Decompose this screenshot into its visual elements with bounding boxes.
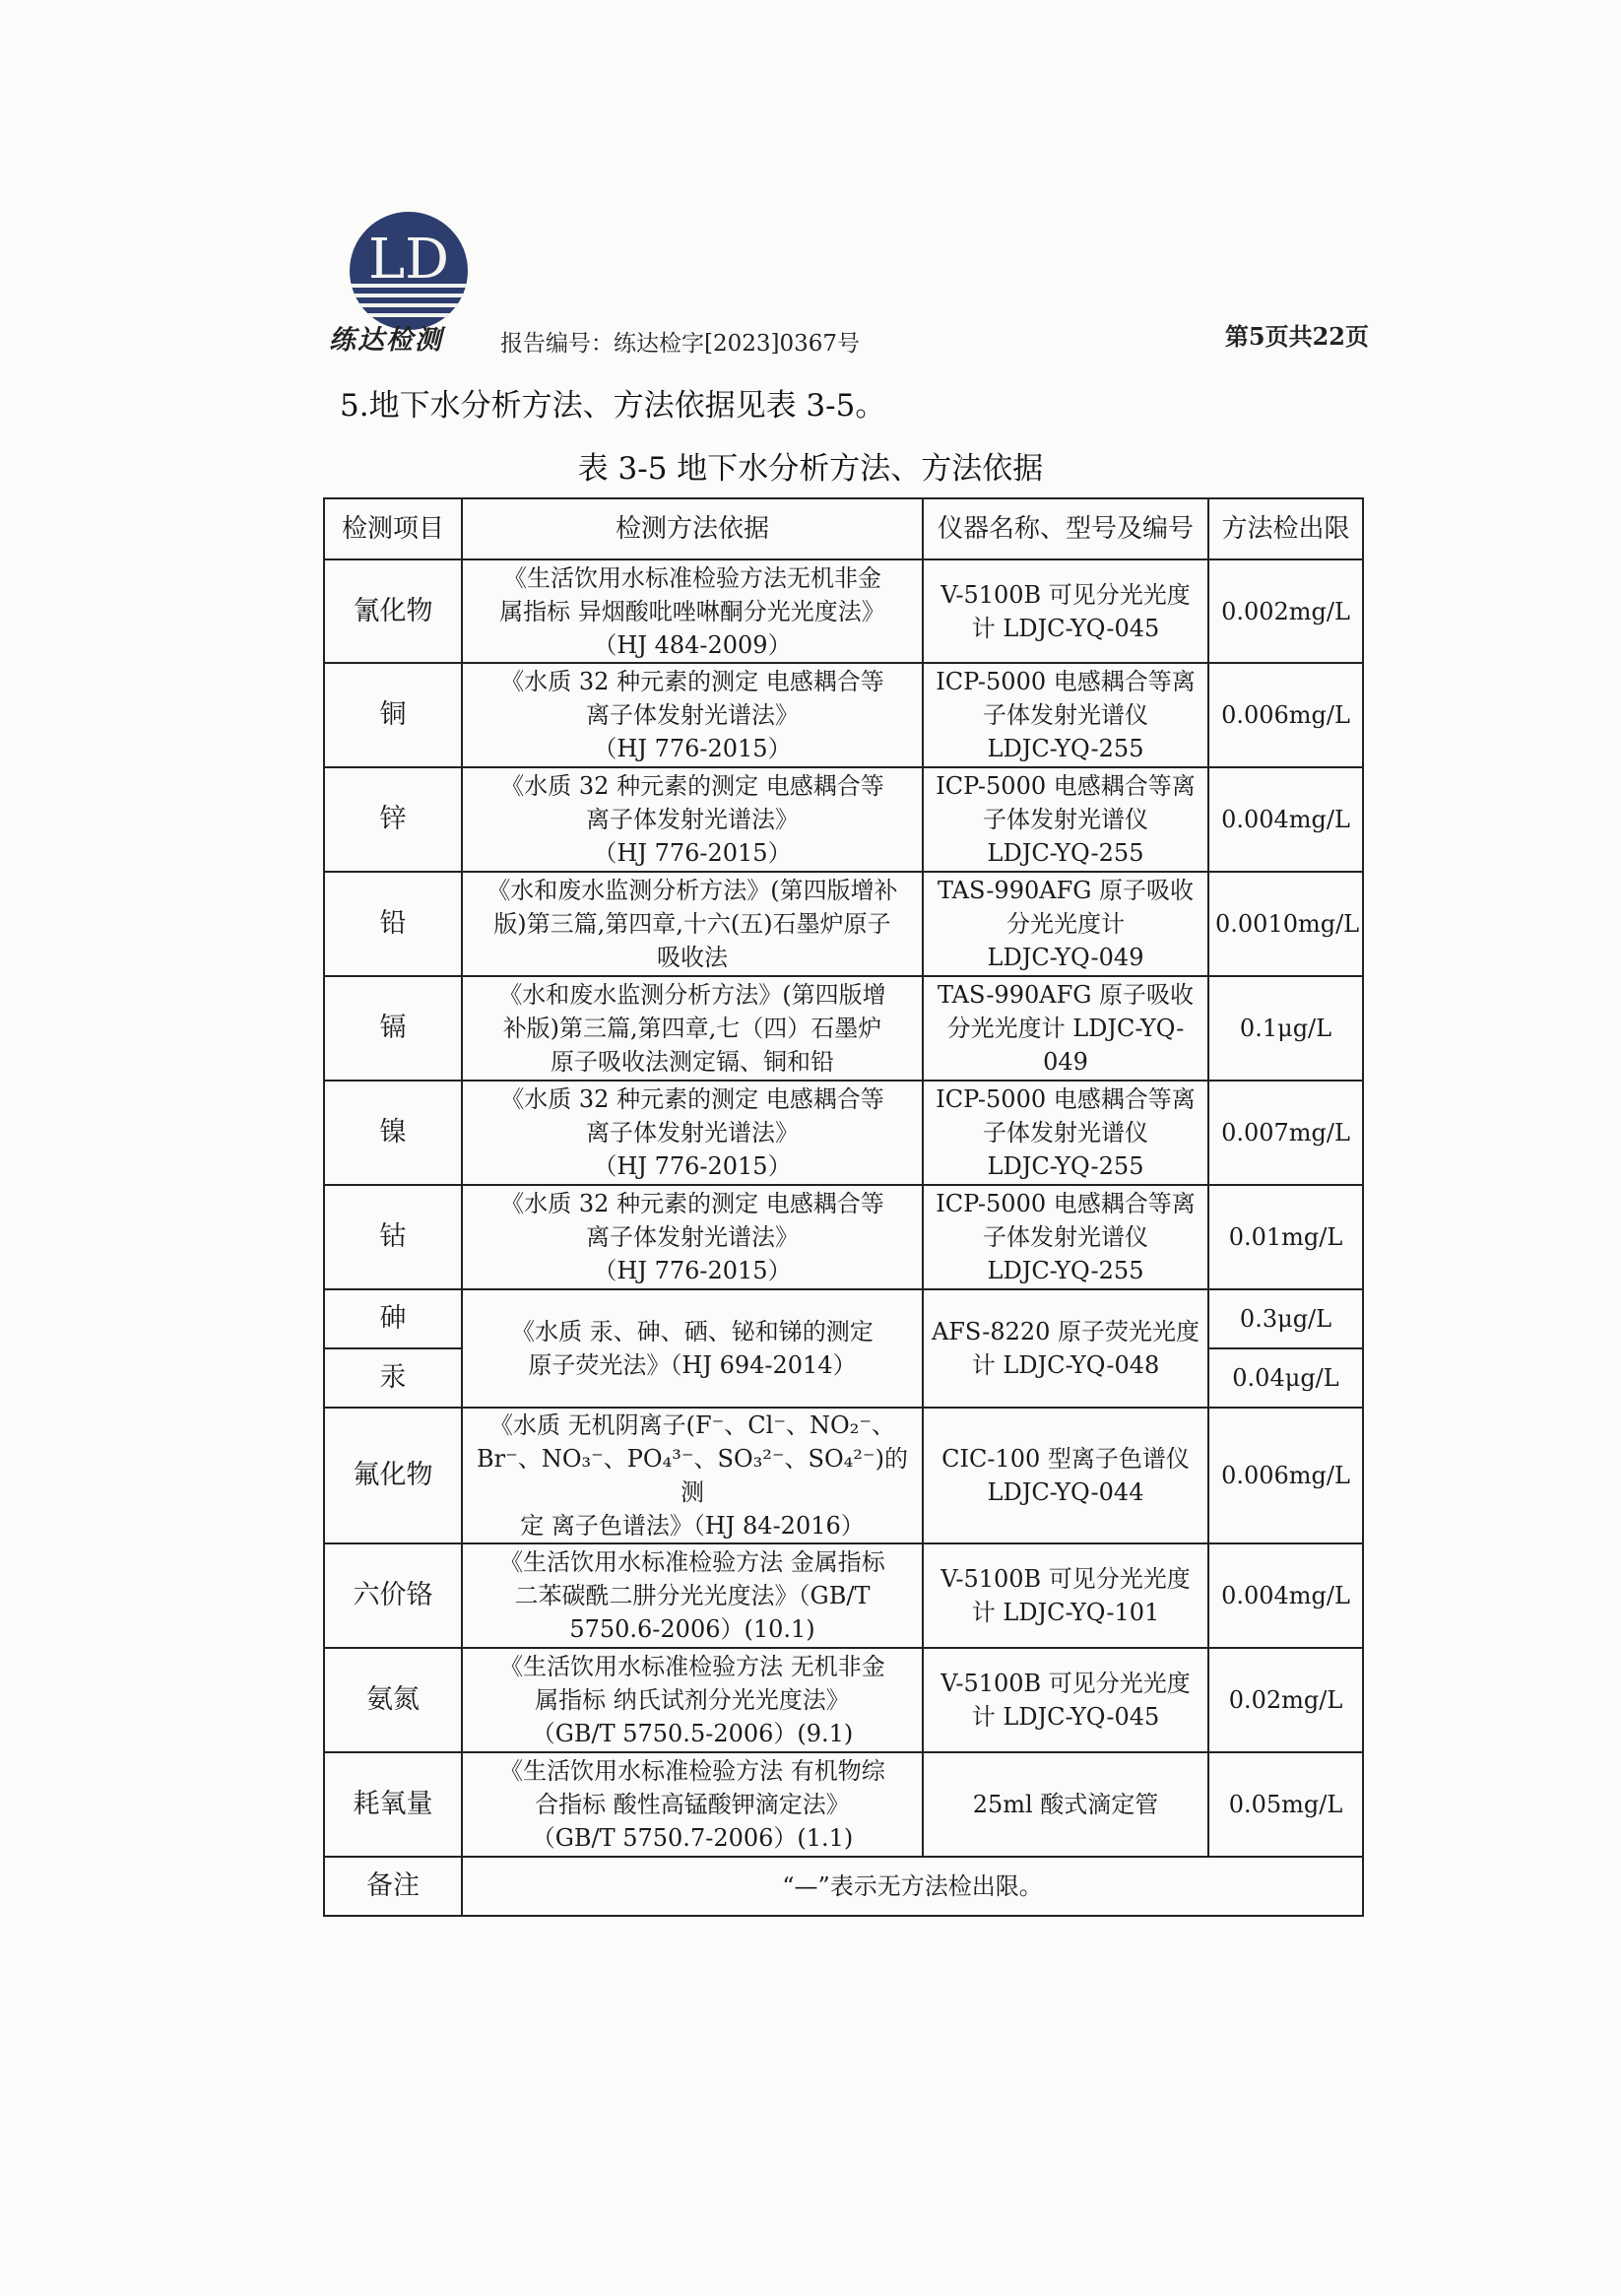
instrument-cell: ICP-5000 电感耦合等离 子体发射光谱仪 LDJC-YQ-255 xyxy=(923,663,1208,767)
instrument-cell: AFS-8220 原子荧光光度 计 LDJC-YQ-048 xyxy=(923,1289,1208,1408)
report-number: 报告编号：练达检字[2023]0367号 xyxy=(500,331,861,357)
method-cell: 《水质 32 种元素的测定 电感耦合等 离子体发射光谱法》 （HJ 776-2015） xyxy=(462,1081,923,1185)
item-cell: 钴 xyxy=(324,1185,462,1289)
method-cell: 《生活饮用水标准检验方法无机非金 属指标 异烟酸吡唑啉酮分光光度法》 （HJ 484-2009） xyxy=(462,559,923,663)
item-cell: 锌 xyxy=(324,767,462,872)
method-cell: 《水质 32 种元素的测定 电感耦合等 离子体发射光谱法》 （HJ 776-2015） xyxy=(462,663,923,767)
limit-cell: 0.04μg/L xyxy=(1208,1348,1363,1408)
table-header-row xyxy=(324,498,1363,559)
limit-cell: 0.004mg/L xyxy=(1208,1543,1363,1648)
logo-text: 练达检测 xyxy=(329,325,443,356)
section-intro: 5.地下水分析方法、方法依据见表 3-5。 xyxy=(340,388,886,424)
method-cell: 《水质 汞、砷、硒、铋和锑的测定 原子荧光法》（HJ 694-2014） xyxy=(462,1289,923,1408)
instrument-cell: V-5100B 可见分光光度 计 LDJC-YQ-045 xyxy=(923,559,1208,663)
item-cell: 镍 xyxy=(324,1081,462,1185)
item-cell: 铅 xyxy=(324,872,462,976)
method-cell: 《生活饮用水标准检验方法 金属指标 二苯碳酰二肼分光光度法》（GB/T 5750.6-2006）(10.1) xyxy=(462,1543,923,1648)
limit-cell: 0.006mg/L xyxy=(1208,663,1363,767)
item-cell: 氨氮 xyxy=(324,1648,462,1752)
item-cell: 铜 xyxy=(324,663,462,767)
instrument-cell: CIC-100 型离子色谱仪 LDJC-YQ-044 xyxy=(923,1408,1208,1543)
method-cell: 《水和废水监测分析方法》(第四版增补 版)第三篇,第四章,十六(五)石墨炉原子 吸收法 xyxy=(462,872,923,976)
item-cell: 氟化物 xyxy=(324,1408,462,1543)
limit-cell: 0.01mg/L xyxy=(1208,1185,1363,1289)
limit-cell: 0.007mg/L xyxy=(1208,1081,1363,1185)
table-row xyxy=(324,1081,1363,1185)
remark-label: 备注 xyxy=(324,1857,462,1916)
remark-text: “—”表示无方法检出限。 xyxy=(462,1857,1363,1916)
table-row xyxy=(324,1543,1363,1648)
table-row xyxy=(324,976,1363,1081)
method-cell: 《生活饮用水标准检验方法 无机非金 属指标 纳氏试剂分光光度法》 （GB/T 5750.5-2006）(9.1) xyxy=(462,1648,923,1752)
table-row xyxy=(324,1185,1363,1289)
method-cell: 《生活饮用水标准检验方法 有机物综 合指标 酸性高锰酸钾滴定法》 （GB/T 5750.7-2006）(1.1) xyxy=(462,1752,923,1857)
table-row xyxy=(324,767,1363,872)
instrument-cell: 25ml 酸式滴定管 xyxy=(923,1752,1208,1857)
table-row xyxy=(324,1752,1363,1857)
instrument-cell: ICP-5000 电感耦合等离 子体发射光谱仪 LDJC-YQ-255 xyxy=(923,1185,1208,1289)
instrument-cell: V-5100B 可见分光光度 计 LDJC-YQ-101 xyxy=(923,1543,1208,1648)
col-header-instrument: 仪器名称、型号及编号 xyxy=(923,498,1208,559)
method-cell: 《水质 无机阴离子(F⁻、Cl⁻、NO₂⁻、 Br⁻、NO₃⁻、PO₄³⁻、SO₃²⁻、SO₄²⁻)的测 定 离子色谱法》（HJ 84-2016） xyxy=(462,1408,923,1543)
col-header-method: 检测方法依据 xyxy=(462,498,923,559)
instrument-cell: TAS-990AFG 原子吸收 分光光度计 LDJC-YQ- 049 xyxy=(923,976,1208,1081)
item-cell: 砷 xyxy=(324,1289,462,1348)
instrument-cell: V-5100B 可见分光光度 计 LDJC-YQ-045 xyxy=(923,1648,1208,1752)
limit-cell: 0.3μg/L xyxy=(1208,1289,1363,1348)
table-row xyxy=(324,1408,1363,1543)
methods-table xyxy=(323,497,1364,1917)
table-row xyxy=(324,559,1363,663)
page-number: 第5页共22页 xyxy=(1224,322,1369,351)
instrument-cell: TAS-990AFG 原子吸收 分光光度计 LDJC-YQ-049 xyxy=(923,872,1208,976)
limit-cell: 0.05mg/L xyxy=(1208,1752,1363,1857)
table-row xyxy=(324,1648,1363,1752)
col-header-limit: 方法检出限 xyxy=(1208,498,1363,559)
limit-cell: 0.002mg/L xyxy=(1208,559,1363,663)
limit-cell: 0.1μg/L xyxy=(1208,976,1363,1081)
method-cell: 《水质 32 种元素的测定 电感耦合等 离子体发射光谱法》 （HJ 776-2015） xyxy=(462,1185,923,1289)
logo-letters: LD xyxy=(367,228,450,292)
item-cell: 六价铬 xyxy=(324,1543,462,1648)
remark-row xyxy=(324,1857,1363,1916)
method-cell: 《水质 32 种元素的测定 电感耦合等 离子体发射光谱法》 （HJ 776-2015） xyxy=(462,767,923,872)
item-cell: 耗氧量 xyxy=(324,1752,462,1857)
item-cell: 镉 xyxy=(324,976,462,1081)
limit-cell: 0.006mg/L xyxy=(1208,1408,1363,1543)
limit-cell: 0.0010mg/L xyxy=(1208,872,1363,976)
instrument-cell: ICP-5000 电感耦合等离 子体发射光谱仪 LDJC-YQ-255 xyxy=(923,1081,1208,1185)
table-title: 表 3-5 地下水分析方法、方法依据 xyxy=(577,451,1044,487)
item-cell: 氰化物 xyxy=(324,559,462,663)
limit-cell: 0.02mg/L xyxy=(1208,1648,1363,1752)
limit-cell: 0.004mg/L xyxy=(1208,767,1363,872)
col-header-item: 检测项目 xyxy=(324,498,462,559)
method-cell: 《水和废水监测分析方法》(第四版增 补版)第三篇,第四章,七（四）石墨炉 原子吸收法测定镉、铜和铅 xyxy=(462,976,923,1081)
table-row xyxy=(324,872,1363,976)
company-logo xyxy=(347,209,471,333)
table-row xyxy=(324,1289,1363,1348)
table-row xyxy=(324,663,1363,767)
instrument-cell: ICP-5000 电感耦合等离 子体发射光谱仪 LDJC-YQ-255 xyxy=(923,767,1208,872)
item-cell: 汞 xyxy=(324,1348,462,1408)
